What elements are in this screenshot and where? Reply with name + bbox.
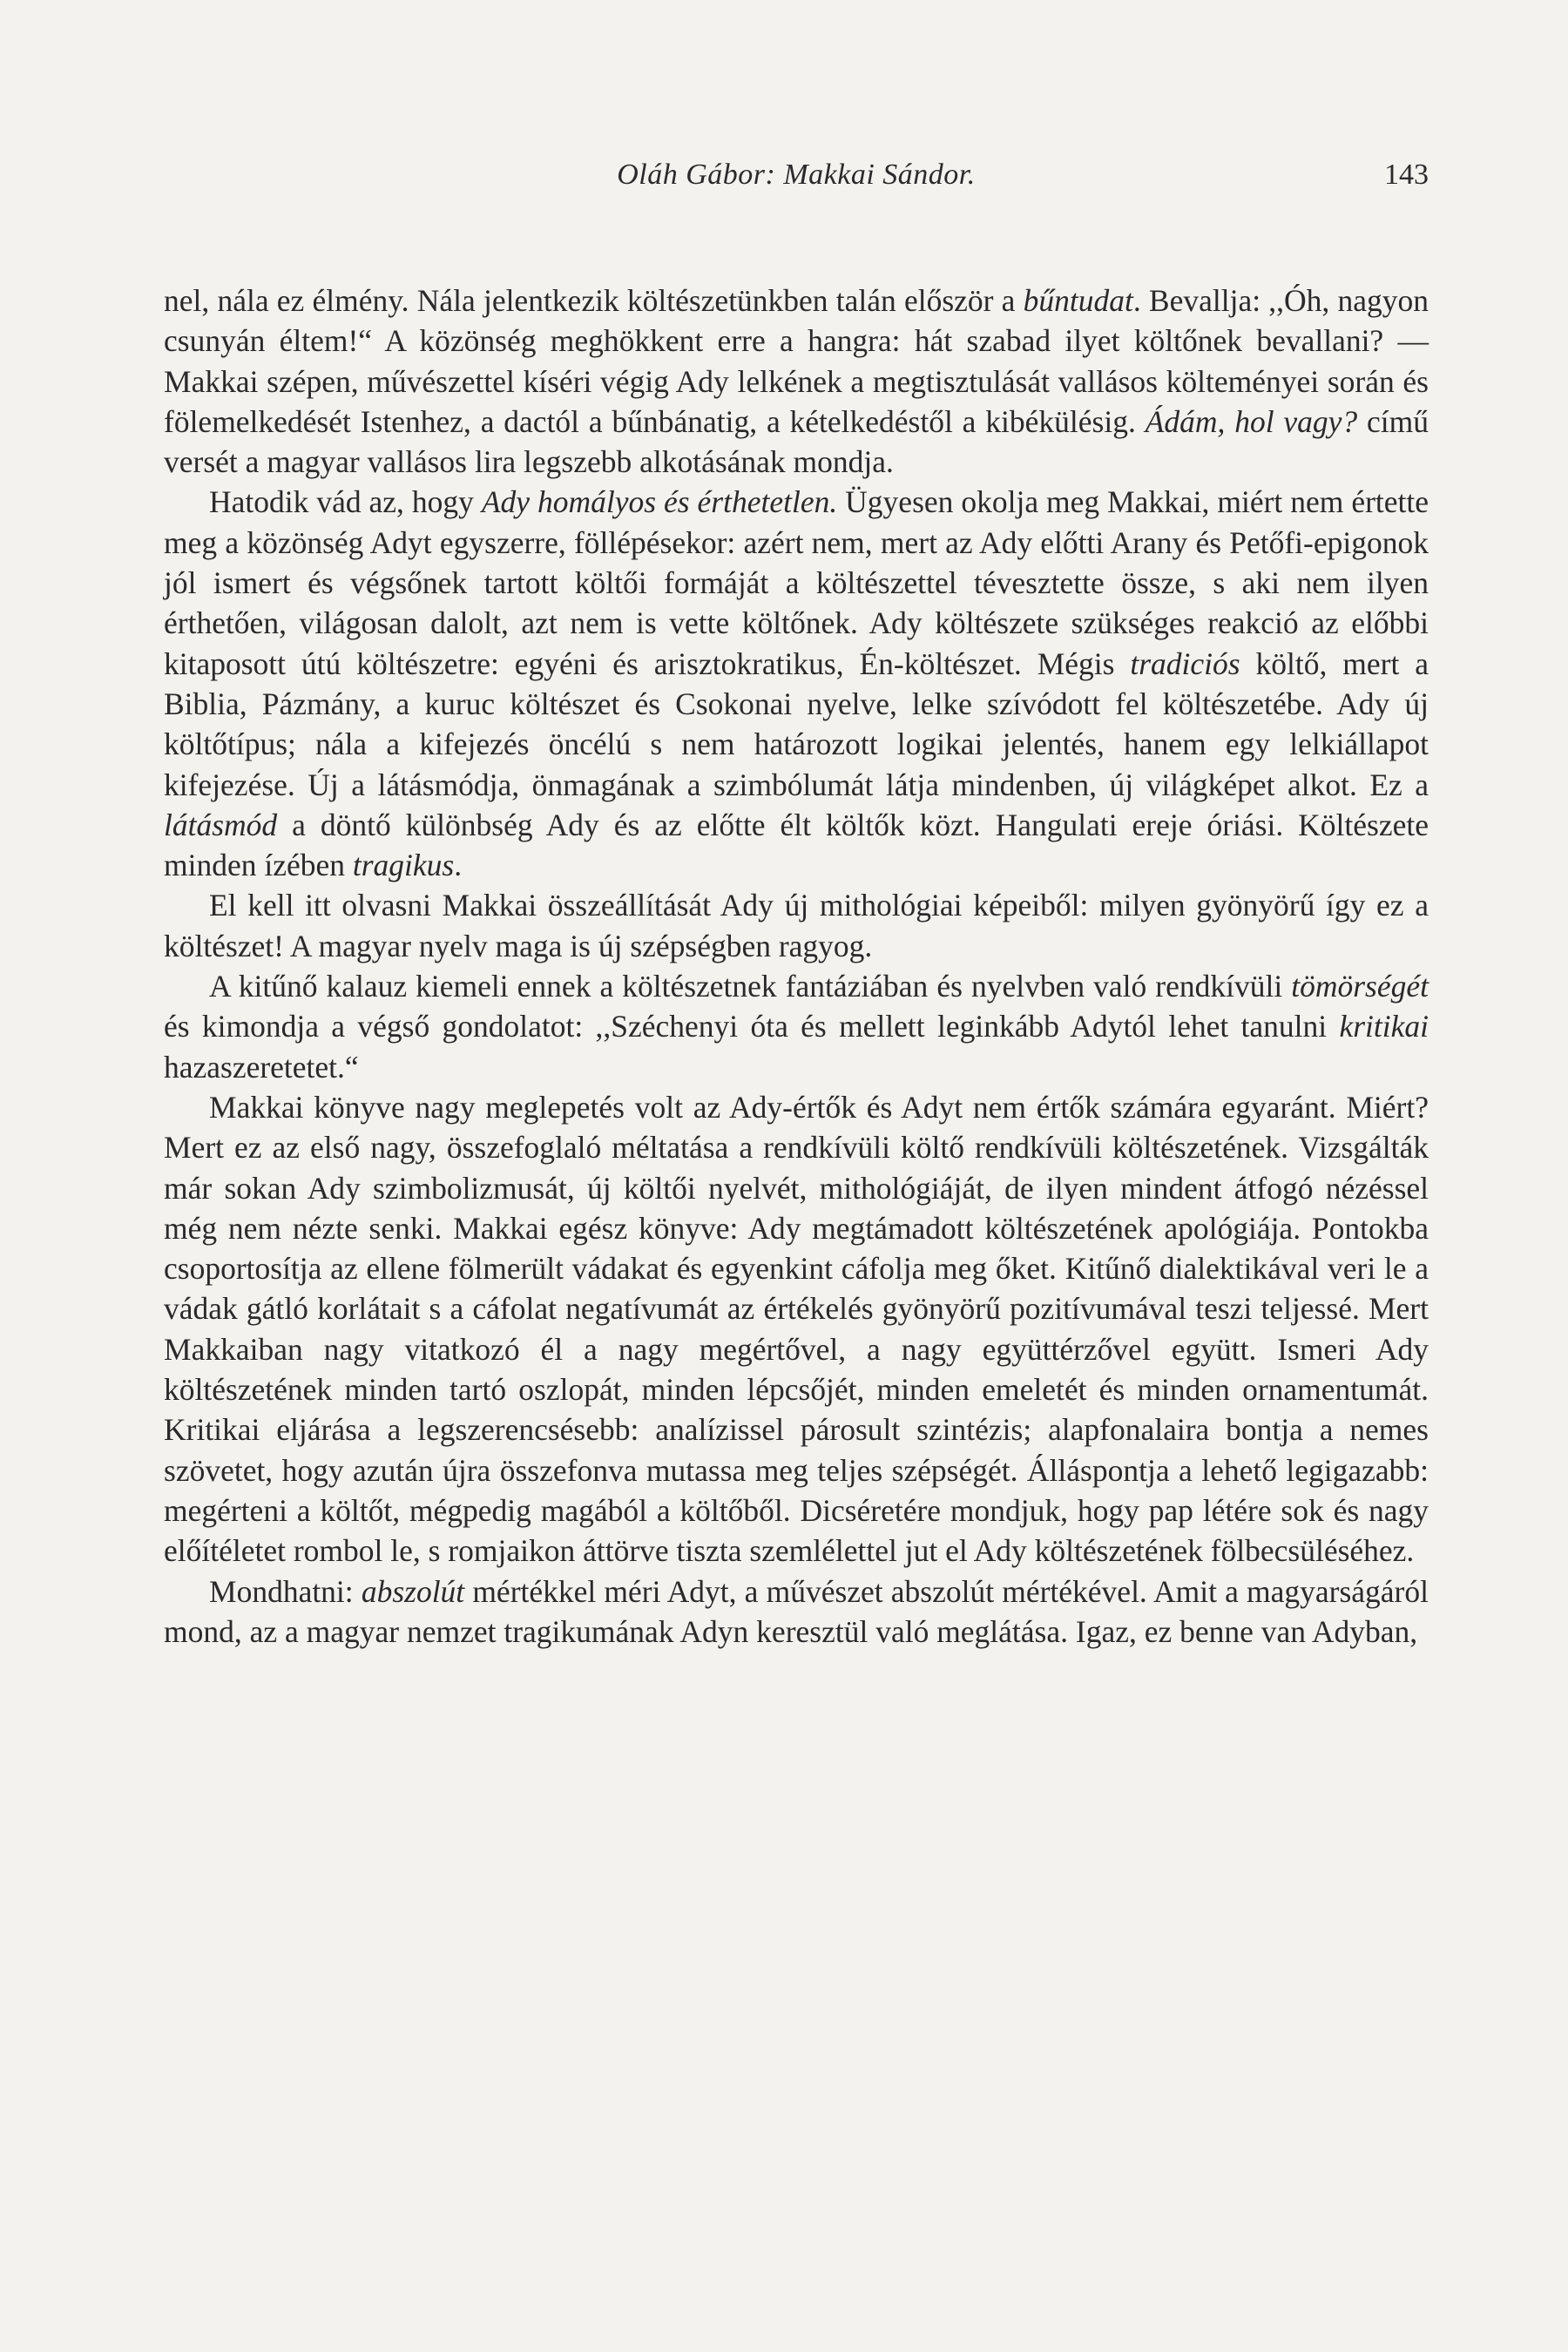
running-title: Oláh Gábor: Makkai Sándor.	[617, 159, 976, 191]
text-run: . Bevallja: ,,Óh, nagyon csunyán éltem!“ A közönség meghökkent erre a hangra: hát szabad ilyet költőnek bevallani? — Makkai szépen, művészettel kíséri végig Ady lelkének a megtisztulását vallásos költeményei során és fölemelkedését Istenhez, a dactól a bűnbánatig, a kételkedéstől a kibékülésig.	[164, 283, 1429, 439]
text-run: mértékkel méri Adyt, a művészet abszolút mértékével. Amit a magyarságáról mond, az a magyar nemzet tragikumának Adyn keresztül való meglátása. Igaz, ez benne van Adyban,	[164, 1573, 1429, 1649]
paragraph	[164, 1087, 1429, 1571]
text-run: El kell itt olvasni Makkai összeállítását Ady új mithológiai képeiből: milyen gyönyörű így ez a költészet! A magyar nyelv maga is új szépségben ragyog.	[164, 888, 1429, 963]
italic-text: kritikai	[1339, 1009, 1429, 1044]
text-run: .	[454, 848, 463, 883]
text-run: költő, mert a Biblia, Pázmány, a kuruc költészet és Csokonai nyelve, lelke szívódott fel költészetébe. Ady új költőtípus; nála a kifejezés öncélú s nem határozott logikai jelentés, hanem egy lelkiállapot kifejezése. Új a látásmódja, önmagának a szimbólumát látja mindenben, új világképet alkot. Ez a	[164, 645, 1429, 802]
italic-text: bűntudat	[1023, 283, 1133, 318]
body-text	[164, 280, 1429, 1652]
text-run: és kimondja a végső gondolatot: ,,Széchenyi óta és mellett leginkább Adytól lehet tanulni	[164, 1009, 1340, 1044]
italic-text: abszolút	[361, 1573, 465, 1609]
italic-text: tragikus	[352, 848, 455, 883]
italic-text: Ádám, hol vagy?	[1145, 403, 1358, 439]
paragraph	[164, 280, 1429, 482]
page-number: 143	[1384, 159, 1429, 191]
italic-text: Ady homályos és érthetetlen.	[481, 484, 838, 520]
text-run: nel, nála ez élmény. Nála jelentkezik költészetünkben talán először a	[164, 283, 1024, 318]
text-run: Hatodik vád az, hogy	[209, 484, 482, 520]
paragraph	[164, 1571, 1429, 1652]
italic-text: látásmód	[164, 807, 278, 842]
italic-text: tradiciós	[1130, 645, 1240, 681]
text-run: Mondhatni:	[209, 1573, 362, 1609]
text-run: Ügyesen okolja meg Makkai, miért nem értette meg a közönség Adyt egyszerre, föllépésekor: azért nem, mert az Ady előtti Arany és Petőfi-epigonok jól ismert és végsőnek tartott költői formáját a költészettel tévesztette össze, s aki nem ilyen érthetően, világosan dalolt, azt nem is vette költőnek. Ady költészete szükséges reakció az előbbi kitaposott útú költészetre: egyéni és arisztokratikus, Én-költészet. Mégis	[164, 484, 1429, 681]
text-run: című versét a magyar vallásos lira legszebb alkotásának mondja.	[164, 403, 1429, 480]
page-header	[164, 159, 1429, 211]
paragraph	[164, 885, 1429, 966]
italic-text: tömörségét	[1291, 969, 1429, 1004]
paragraph	[164, 482, 1429, 885]
text-run: Makkai könyve nagy meglepetés volt az Ady-értők és Adyt nem értők számára egyaránt. Miért? Mert ez az első nagy, összefoglaló méltatása a rendkívüli költő rendkívüli költészetének. Vizsgálták már sokan Ady szimbolizmusát, új költői nyelvét, mithológiáját, de ilyen mindent átfogó nézéssel még nem nézte senki. Makkai egész könyve: Ady megtámadott költészetének apológiája. Pontokba csoportosítja az ellene fölmerült vádakat és egyenkint cáfolja meg őket. Kitűnő dialektikával veri le a vádak gátló korlátait s a cáfolat negatívumát az értékelés gyönyörű pozitívumával teszi teljessé. Mert Makkaiban nagy vitatkozó él a nagy megértővel, a nagy együttérzővel együtt. Ismeri Ady költészetének minden tartó oszlopát, minden lépcsőjét, minden emeletét és minden ornamentumát. Kritikai eljárása a legszerencsésebb: analízissel párosult szintézis; alapfonalaira bontja a nemes szövetet, hogy azután újra összefonva mutassa meg teljes szépségét. Álláspontja a lehető legigazabb: megérteni a költőt, mégpedig magából a költőből. Dicséretére mondjuk, hogy pap létére sok és nagy előítéletet rombol le, s romjaikon áttörve tiszta szemlélettel jut el Ady költészetének fölbecsüléséhez.	[164, 1089, 1429, 1569]
text-run: hazaszeretetet.“	[164, 1049, 359, 1085]
text-run: a döntő különbség Ady és az előtte élt költők közt. Hangulati ereje óriási. Költészete minden ízében	[164, 807, 1429, 883]
text-run: A kitűnő kalauz kiemeli ennek a költészetnek fantáziában és nyelvben való rendkívüli	[209, 969, 1292, 1004]
paragraph	[164, 966, 1429, 1087]
